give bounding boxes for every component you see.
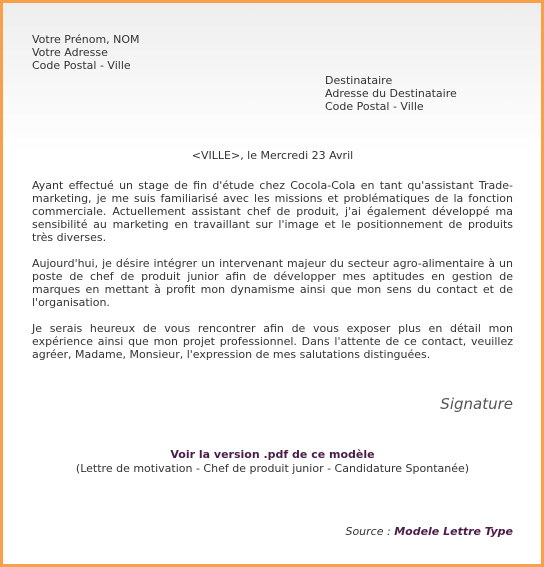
pdf-subtitle: (Lettre de motivation - Chef de produit junior - Candidature Spontanée) bbox=[75, 462, 470, 475]
pdf-version-link[interactable]: Voir la version .pdf de ce modèle bbox=[170, 448, 375, 461]
body-paragraph-3: Je serais heureux de vous rencontrer afin de vous exposer plus en détail mon expérience ainsi que mon projet professionnel. Dans l'attente de ce contact, veuillez agréer, Madame, Monsieur, l'expression de mes salutations distinguées. bbox=[32, 322, 513, 361]
signature: Signature bbox=[440, 395, 513, 413]
source-link[interactable]: Modele Lettre Type bbox=[394, 525, 513, 538]
date-line: <VILLE>, le Mercredi 23 Avril bbox=[191, 149, 354, 162]
recipient-name: Destinataire bbox=[325, 74, 393, 87]
source-prefix: Source : bbox=[345, 525, 395, 538]
sender-block bbox=[32, 33, 140, 72]
recipient-address: Adresse du Destinataire bbox=[325, 87, 457, 100]
sender-city: Code Postal - Ville bbox=[32, 59, 131, 72]
letter-body bbox=[32, 179, 513, 374]
recipient-city: Code Postal - Ville bbox=[325, 100, 424, 113]
sender-address: Votre Adresse bbox=[32, 46, 108, 59]
body-paragraph-2: Aujourd'hui, je désire intégrer un intervenant majeur du secteur agro-alimentaire à un poste de chef de produit junior afin de développer mes aptitudes en gestion de marques en mettant à profit mon dynamisme ainsi que mon sens du contact et de l'organisation. bbox=[32, 257, 513, 309]
body-paragraph-1: Ayant effectué un stage de fin d'étude chez Cocola-Cola en tant qu'assistant Trade-marketing, je me suis familiarisé avec les missions et problématiques de la fonction commerciale. Actuellement assistant chef de produit, j'ai également développé ma sensibilité au marketing en travaillant sur l'image et le positionnement de produits très diverses. bbox=[32, 179, 513, 244]
pdf-block bbox=[32, 448, 513, 476]
sender-name: Votre Prénom, NOM bbox=[32, 33, 140, 46]
recipient-block bbox=[325, 74, 457, 113]
source-line bbox=[345, 525, 513, 538]
